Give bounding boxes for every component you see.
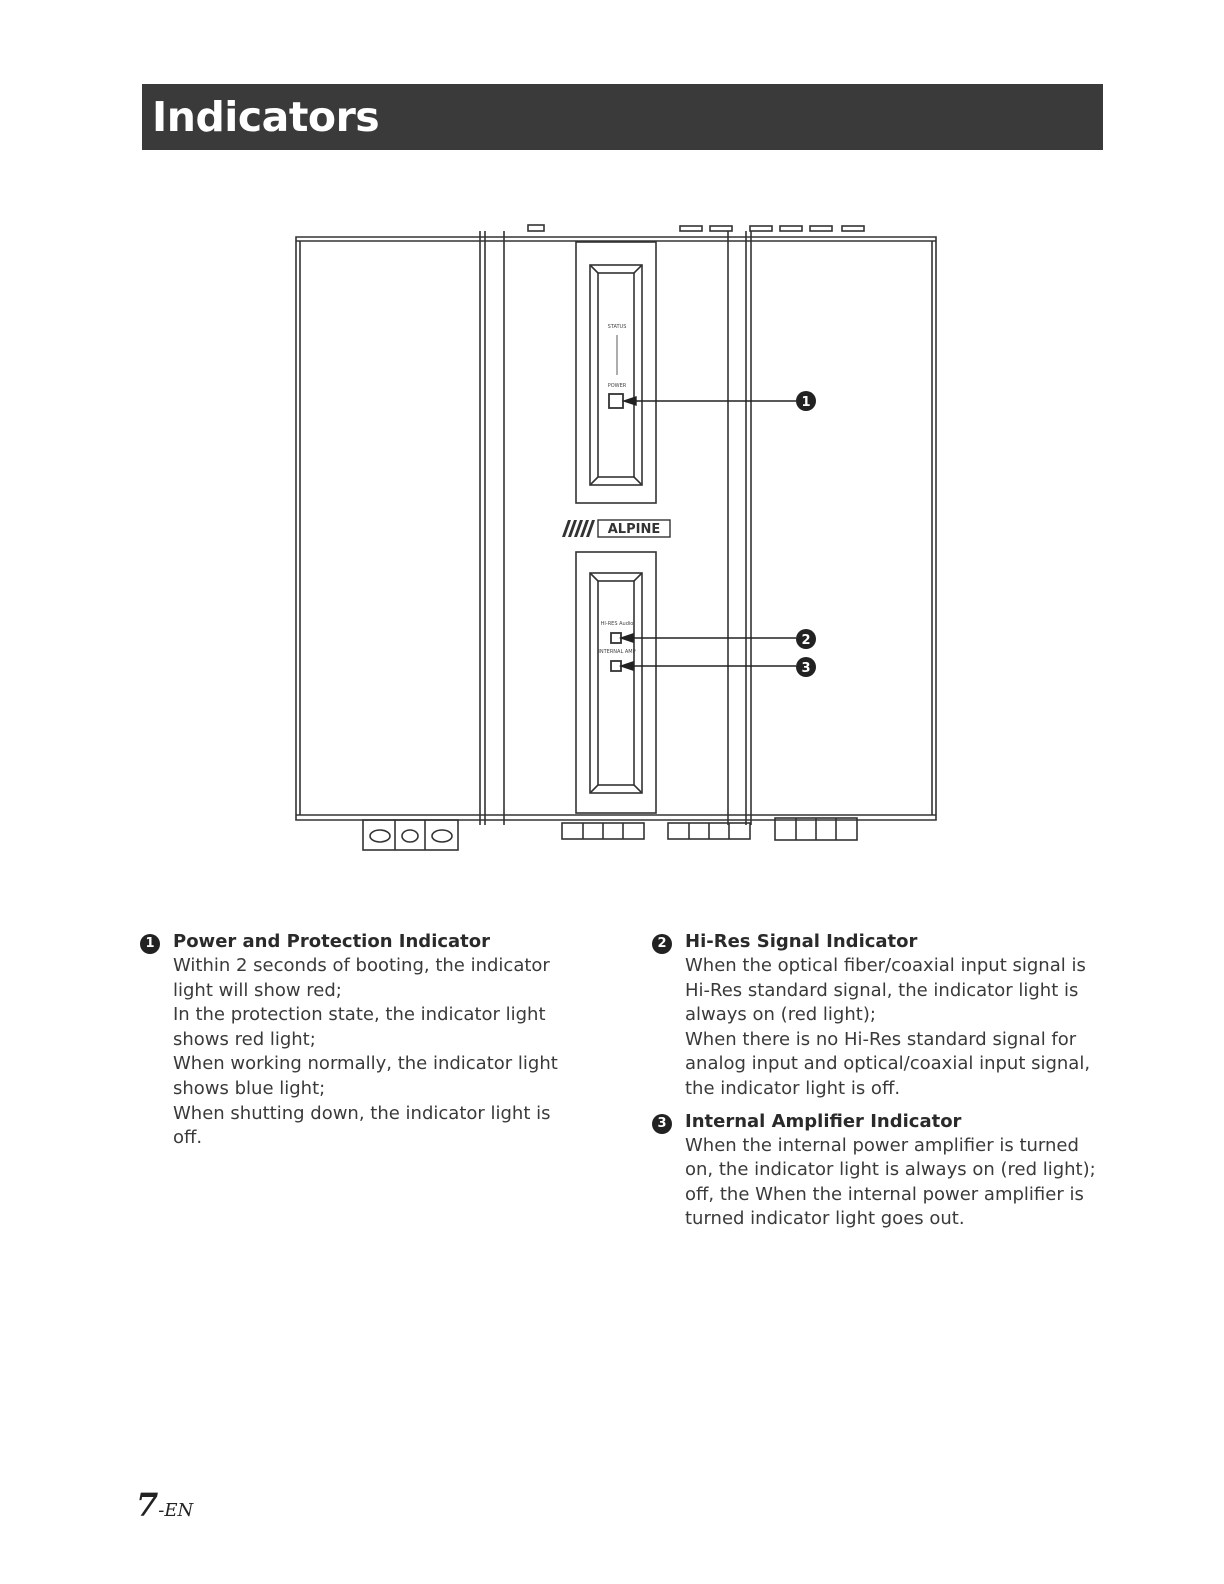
internal-amp-label: INTERNAL AMP — [598, 649, 636, 655]
indicator-item-internal-amp — [652, 1110, 1122, 1232]
brand-logo — [562, 520, 670, 537]
item-text-line: When working normally, the indicator light — [173, 1053, 558, 1075]
indicator-item-hires — [652, 930, 1122, 1102]
amplifier-diagram — [280, 215, 960, 865]
item-number-badge: 2 — [652, 934, 672, 954]
speaker-terminal-block — [668, 823, 750, 839]
top-connector — [750, 226, 772, 231]
item-text-line: always on (red light); — [685, 1004, 876, 1026]
power-terminal — [402, 830, 418, 842]
item-title: Hi-Res Signal Indicator — [685, 931, 918, 952]
item-text-line: off. — [173, 1127, 203, 1149]
top-connector — [780, 226, 802, 231]
power-terminal — [370, 830, 390, 842]
page-title: Indicators — [152, 93, 380, 141]
left-column — [140, 930, 590, 1159]
page-number-value: 7 — [136, 1486, 159, 1524]
speaker-terminal-block — [775, 818, 857, 840]
svg-text:1: 1 — [801, 395, 811, 410]
speaker-terminal-block — [562, 823, 644, 839]
item-title: Internal Amplifier Indicator — [685, 1110, 962, 1132]
item-text-line: turned indicator light goes out. — [685, 1208, 965, 1230]
top-connector — [528, 225, 544, 231]
indicator-item-power — [140, 930, 590, 1151]
item-text-line: Hi-Res standard signal, the indicator light is — [685, 979, 1079, 1001]
top-connector — [810, 226, 832, 231]
page-number — [136, 1486, 193, 1524]
power-label: POWER — [607, 383, 627, 389]
item-text-line: When shutting down, the indicator light is — [173, 1102, 551, 1124]
item-number-badge: 3 — [652, 1114, 672, 1134]
svg-text:3: 3 — [801, 661, 811, 676]
item-text-line: shows blue light; — [173, 1077, 326, 1099]
status-label: STATUS — [607, 324, 627, 330]
item-text-line: When the internal power amplifier is turned — [685, 1134, 1079, 1156]
item-text-line: Within 2 seconds of booting, the indicator — [173, 955, 550, 976]
top-connector — [710, 226, 732, 231]
item-number-badge: 1 — [140, 934, 160, 954]
top-connector — [842, 226, 864, 231]
svg-text:2: 2 — [801, 633, 811, 648]
item-text-line: When there is no Hi-Res standard signal for — [685, 1028, 1077, 1050]
power-terminal — [432, 830, 452, 842]
item-text-line: In the protection state, the indicator light — [173, 1004, 546, 1026]
item-text-line: light will show red; — [173, 979, 342, 1001]
right-column — [652, 930, 1122, 1240]
power-terminal-block — [363, 820, 458, 850]
item-text-line: off, the When the internal power amplifier is — [685, 1183, 1084, 1205]
amplifier-illustration — [280, 215, 960, 865]
hires-label: HI-RES Audio — [600, 621, 634, 627]
bottom-indicator-panel — [576, 552, 656, 813]
item-text-line: the indicator light is off. — [685, 1077, 901, 1099]
item-title: Power and Protection Indicator — [173, 931, 491, 952]
item-text-line: shows red light; — [173, 1028, 316, 1050]
section-title-bar — [142, 84, 1103, 150]
item-text-line: analog input and optical/coaxial input signal, — [685, 1053, 1091, 1075]
item-text-line: When the optical fiber/coaxial input signal is — [685, 955, 1086, 976]
svg-text:ALPINE: ALPINE — [607, 522, 661, 537]
item-text-line: on, the indicator light is always on (red light); — [685, 1159, 1096, 1181]
top-connector — [680, 226, 702, 231]
power-indicator-led — [609, 394, 623, 408]
top-indicator-panel — [576, 242, 656, 503]
page-number-suffix: -EN — [158, 1500, 194, 1521]
